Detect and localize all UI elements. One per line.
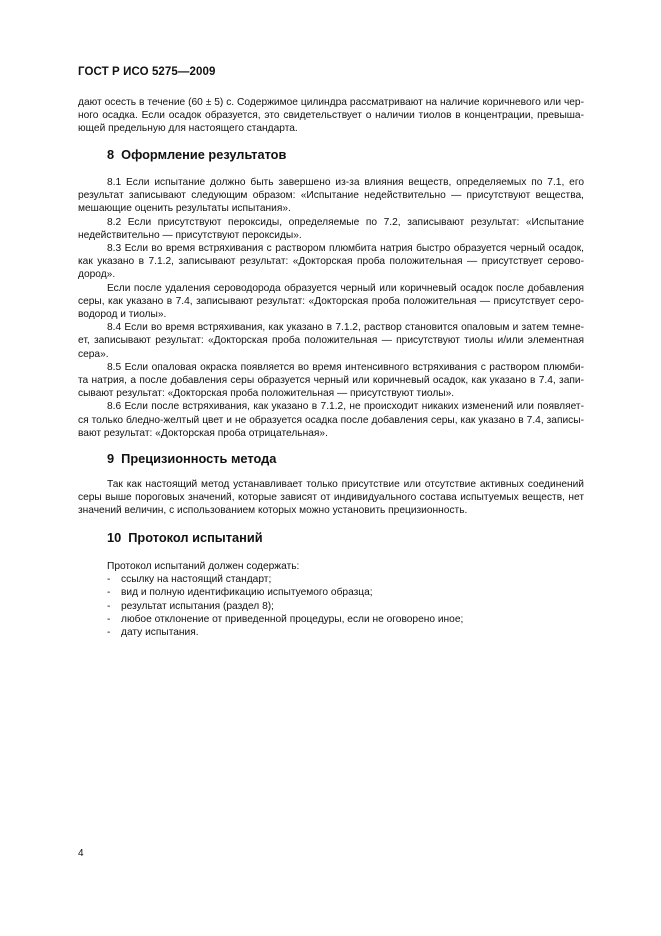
section-9-heading (107, 451, 276, 466)
text-line: 8.2 Если присутствуют пероксиды, определяемые по 7.2, записывают результат: «Испытание (107, 216, 584, 228)
text-line: 8.4 Если во время встряхивания, как указано в 7.1.2, раствор становится опаловым и затем темне- (107, 322, 584, 334)
list-bullet: - (107, 613, 111, 625)
text-line: значений величин, с использованием которых можно установить прецизионность. (78, 505, 468, 517)
list-item (78, 626, 584, 639)
text-line: мешающие оценить результаты испытания». (78, 203, 291, 215)
text-line: 8.6 Если после встряхивания, как указано в 7.1.2, не происходит никаких изменений или появляет- (107, 401, 584, 413)
text-line: серы, как указано в 7.4, записывают результат: «Докторская проба положительная — присутствует серо- (78, 295, 584, 307)
text-line: Если после удаления сероводорода образуется черный или коричневый осадок после добавления (107, 282, 584, 294)
page-number: 4 (78, 848, 84, 859)
section-10-heading (107, 530, 263, 545)
section-8-heading (107, 147, 286, 162)
list-bullet: - (107, 587, 111, 599)
text-line: результат записывают следующим образом: «Испытание недействительно — присутствуют вещества, (78, 190, 584, 202)
list-bullet: - (107, 627, 111, 639)
section-number: 8 (107, 147, 115, 162)
section-10-body (78, 560, 584, 639)
list-item (78, 613, 584, 626)
text-line: Протокол испытаний должен содержать: (107, 561, 300, 572)
list-item-text: дату испытания. (121, 627, 199, 639)
text-line: сера». (78, 348, 109, 360)
list-bullet: - (107, 600, 111, 612)
text-line: ного осадка. Если осадок образуется, это свидетельствует о наличии тиолов в концентрации, превыша- (78, 110, 584, 122)
text-line: водород и тиолы». (78, 309, 167, 321)
text-line: Так как настоящий метод устанавливает только присутствие или отсутствие активных соединений (107, 479, 584, 490)
section-title: Оформление результатов (121, 147, 287, 162)
text-line: как указано в 7.1.2, записывают результат: «Докторская проба положительная — присутствует серово- (78, 256, 584, 268)
list-item-text: ссылку на настоящий стандарт; (121, 574, 272, 586)
section-title: Протокол испытаний (128, 530, 263, 545)
text-line: серы выше пороговых значений, которые зависят от индивидуального состава испытуемых веществ, нет (78, 492, 584, 504)
list-item (78, 586, 584, 599)
text-line: ет, записывают результат: «Докторская проба положительная — присутствуют тиолы и/или элементная (78, 335, 584, 347)
text-line: сывают результат: «Докторская проба положительная — присутствуют тиолы». (78, 388, 455, 400)
text-line: 8.1 Если испытание должно быть завершено из-за влияния веществ, определяемых по 7.1, его (107, 177, 584, 188)
list-item (78, 600, 584, 613)
text-line: недействительно — присутствуют пероксиды». (78, 229, 302, 241)
section-title: Прецизионность метода (121, 451, 277, 466)
text-line: вают результат: «Докторская проба отрицательная». (78, 427, 328, 439)
text-line: та натрия, а после добавления серы образуется черный или коричневый осадок, как указано в 7.4, запи- (78, 375, 584, 387)
text-line: дород». (78, 269, 116, 281)
list-item-text: любое отклонение от приведенной процедуры, если не оговорено иное; (121, 613, 464, 625)
text-line: 8.3 Если во время встряхивания с раствором плюмбита натрия быстро образуется черный осадок, (107, 243, 584, 255)
list-bullet: - (107, 574, 111, 586)
text-line: ющей предельную для настоящего стандарта. (78, 123, 298, 135)
section-9-body (78, 478, 584, 518)
document-header: ГОСТ Р ИСО 5275—2009 (78, 66, 216, 78)
intro-paragraph (78, 96, 584, 136)
text-line: 8.5 Если опаловая окраска появляется во время интенсивного встряхивания с раствором плюмби- (107, 361, 584, 373)
list-item-text: результат испытания (раздел 8); (121, 600, 274, 612)
list-item-text: вид и полную идентификацию испытуемого образца; (121, 587, 373, 599)
text-line: дают осесть в течение (60 ± 5) с. Содержимое цилиндра рассматривают на наличие коричневого или чер- (78, 97, 584, 108)
section-number: 9 (107, 451, 115, 466)
section-8-body (78, 176, 584, 440)
list-item (78, 573, 584, 586)
section-number: 10 (107, 530, 122, 545)
text-line: ся только бледно-желтый цвет и не образуется осадка после добавления серы, как указано в 7.4, записы- (78, 414, 584, 426)
